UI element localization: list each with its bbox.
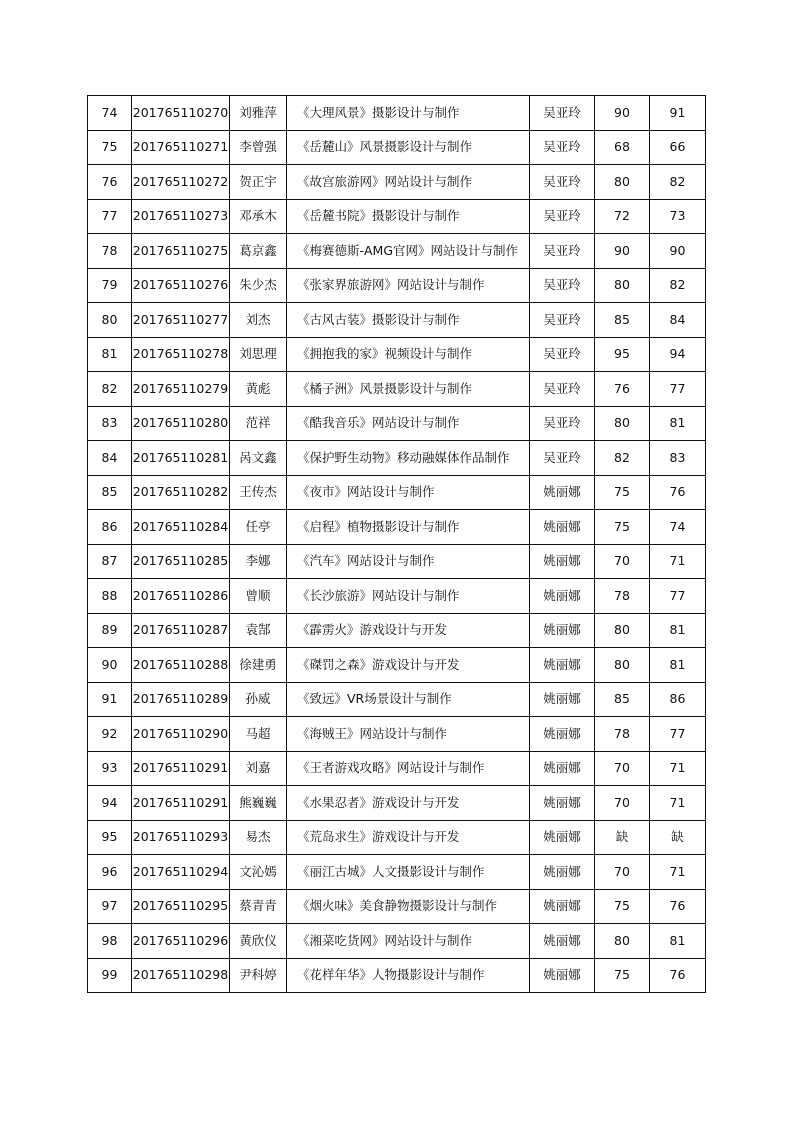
- student-id: 201765110284: [132, 510, 230, 545]
- student-id: 201765110277: [132, 303, 230, 338]
- score-2: 83: [650, 441, 706, 476]
- row-number: 92: [88, 717, 132, 752]
- row-number: 75: [88, 130, 132, 165]
- project-title: 《古风古装》摄影设计与制作: [287, 303, 530, 338]
- student-id: 201765110271: [132, 130, 230, 165]
- score-1: 75: [595, 889, 650, 924]
- student-id: 201765110288: [132, 648, 230, 683]
- student-name: 李曾强: [230, 130, 287, 165]
- score-1: 78: [595, 717, 650, 752]
- score-2: 82: [650, 268, 706, 303]
- advisor-name: 吴亚玲: [530, 303, 595, 338]
- score-2: 82: [650, 165, 706, 200]
- student-id: 201765110291: [132, 786, 230, 821]
- score-1: 80: [595, 165, 650, 200]
- score-1: 68: [595, 130, 650, 165]
- project-title: 《橘子洲》风景摄影设计与制作: [287, 372, 530, 407]
- score-1: 70: [595, 544, 650, 579]
- score-2: 74: [650, 510, 706, 545]
- project-title: 《霹雳火》游戏设计与开发: [287, 613, 530, 648]
- project-title: 《岳麓书院》摄影设计与制作: [287, 199, 530, 234]
- student-id: 201765110287: [132, 613, 230, 648]
- table-row: [88, 544, 706, 579]
- project-title: 《梅赛德斯-AMG官网》网站设计与制作: [287, 234, 530, 269]
- score-1: 85: [595, 682, 650, 717]
- student-id: 201765110275: [132, 234, 230, 269]
- student-name: 贺正宇: [230, 165, 287, 200]
- student-name: 马超: [230, 717, 287, 752]
- score-1: 72: [595, 199, 650, 234]
- student-name: 易杰: [230, 820, 287, 855]
- score-2: 81: [650, 613, 706, 648]
- advisor-name: 姚丽娜: [530, 648, 595, 683]
- advisor-name: 姚丽娜: [530, 544, 595, 579]
- table-body: [88, 96, 706, 993]
- table-row: [88, 406, 706, 441]
- student-name: 刘思理: [230, 337, 287, 372]
- row-number: 83: [88, 406, 132, 441]
- project-title: 《磔罚之森》游戏设计与开发: [287, 648, 530, 683]
- project-title: 《保护野生动物》移动融媒体作品制作: [287, 441, 530, 476]
- student-name: 曾顺: [230, 579, 287, 614]
- advisor-name: 姚丽娜: [530, 889, 595, 924]
- table-row: [88, 96, 706, 131]
- score-2: 81: [650, 924, 706, 959]
- table-row: [88, 648, 706, 683]
- table-row: [88, 303, 706, 338]
- student-id: 201765110289: [132, 682, 230, 717]
- row-number: 95: [88, 820, 132, 855]
- advisor-name: 姚丽娜: [530, 475, 595, 510]
- score-1: 76: [595, 372, 650, 407]
- row-number: 82: [88, 372, 132, 407]
- advisor-name: 吴亚玲: [530, 441, 595, 476]
- table-row: [88, 475, 706, 510]
- score-1: 70: [595, 751, 650, 786]
- student-id: 201765110296: [132, 924, 230, 959]
- score-2: 77: [650, 717, 706, 752]
- student-name: 王传杰: [230, 475, 287, 510]
- advisor-name: 姚丽娜: [530, 717, 595, 752]
- row-number: 85: [88, 475, 132, 510]
- table-row: [88, 337, 706, 372]
- project-title: 《长沙旅游》网站设计与制作: [287, 579, 530, 614]
- project-title: 《丽江古城》人文摄影设计与制作: [287, 855, 530, 890]
- table-row: [88, 786, 706, 821]
- score-1: 70: [595, 855, 650, 890]
- table-row: [88, 510, 706, 545]
- row-number: 96: [88, 855, 132, 890]
- score-1: 90: [595, 96, 650, 131]
- row-number: 88: [88, 579, 132, 614]
- project-title: 《花样年华》人物摄影设计与制作: [287, 958, 530, 993]
- student-name: 袁郜: [230, 613, 287, 648]
- student-id: 201765110281: [132, 441, 230, 476]
- score-2: 71: [650, 786, 706, 821]
- student-name: 朱少杰: [230, 268, 287, 303]
- advisor-name: 吴亚玲: [530, 130, 595, 165]
- row-number: 93: [88, 751, 132, 786]
- advisor-name: 姚丽娜: [530, 786, 595, 821]
- score-1: 80: [595, 406, 650, 441]
- student-id: 201765110272: [132, 165, 230, 200]
- table-row: [88, 130, 706, 165]
- student-id: 201765110270: [132, 96, 230, 131]
- score-2: 76: [650, 889, 706, 924]
- score-2: 缺: [650, 820, 706, 855]
- student-id: 201765110280: [132, 406, 230, 441]
- score-2: 71: [650, 544, 706, 579]
- table-row: [88, 579, 706, 614]
- row-number: 80: [88, 303, 132, 338]
- score-2: 77: [650, 579, 706, 614]
- score-2: 81: [650, 406, 706, 441]
- student-id: 201765110291: [132, 751, 230, 786]
- table-row: [88, 199, 706, 234]
- table-row: [88, 372, 706, 407]
- advisor-name: 姚丽娜: [530, 958, 595, 993]
- project-title: 《湘菜吃货网》网站设计与制作: [287, 924, 530, 959]
- student-id: 201765110282: [132, 475, 230, 510]
- score-1: 80: [595, 924, 650, 959]
- advisor-name: 吴亚玲: [530, 268, 595, 303]
- row-number: 81: [88, 337, 132, 372]
- table-row: [88, 751, 706, 786]
- table-row: [88, 682, 706, 717]
- row-number: 74: [88, 96, 132, 131]
- project-title: 《荒岛求生》游戏设计与开发: [287, 820, 530, 855]
- project-title: 《水果忍者》游戏设计与开发: [287, 786, 530, 821]
- score-2: 91: [650, 96, 706, 131]
- score-table: [87, 95, 706, 993]
- score-1: 95: [595, 337, 650, 372]
- advisor-name: 姚丽娜: [530, 579, 595, 614]
- student-name: 黄欣仪: [230, 924, 287, 959]
- student-id: 201765110285: [132, 544, 230, 579]
- row-number: 84: [88, 441, 132, 476]
- score-1: 70: [595, 786, 650, 821]
- score-1: 75: [595, 510, 650, 545]
- student-name: 蔡青青: [230, 889, 287, 924]
- score-2: 76: [650, 475, 706, 510]
- student-name: 邓承木: [230, 199, 287, 234]
- student-name: 任亭: [230, 510, 287, 545]
- table-row: [88, 889, 706, 924]
- table-row: [88, 958, 706, 993]
- project-title: 《致远》VR场景设计与制作: [287, 682, 530, 717]
- student-id: 201765110279: [132, 372, 230, 407]
- project-title: 《海贼王》网站设计与制作: [287, 717, 530, 752]
- project-title: 《故宫旅游网》网站设计与制作: [287, 165, 530, 200]
- advisor-name: 吴亚玲: [530, 165, 595, 200]
- advisor-name: 姚丽娜: [530, 855, 595, 890]
- advisor-name: 姚丽娜: [530, 510, 595, 545]
- student-name: 呙文鑫: [230, 441, 287, 476]
- row-number: 87: [88, 544, 132, 579]
- score-1: 85: [595, 303, 650, 338]
- score-2: 90: [650, 234, 706, 269]
- table-row: [88, 924, 706, 959]
- project-title: 《张家界旅游网》网站设计与制作: [287, 268, 530, 303]
- advisor-name: 吴亚玲: [530, 406, 595, 441]
- advisor-name: 姚丽娜: [530, 613, 595, 648]
- advisor-name: 姚丽娜: [530, 820, 595, 855]
- student-name: 文沁嫣: [230, 855, 287, 890]
- table-row: [88, 165, 706, 200]
- student-name: 熊巍巍: [230, 786, 287, 821]
- row-number: 79: [88, 268, 132, 303]
- project-title: 《酷我音乐》网站设计与制作: [287, 406, 530, 441]
- score-1: 78: [595, 579, 650, 614]
- row-number: 78: [88, 234, 132, 269]
- row-number: 90: [88, 648, 132, 683]
- score-2: 66: [650, 130, 706, 165]
- table-row: [88, 441, 706, 476]
- student-id: 201765110278: [132, 337, 230, 372]
- project-title: 《汽车》网站设计与制作: [287, 544, 530, 579]
- student-id: 201765110294: [132, 855, 230, 890]
- advisor-name: 吴亚玲: [530, 96, 595, 131]
- score-2: 77: [650, 372, 706, 407]
- project-title: 《烟火味》美食静物摄影设计与制作: [287, 889, 530, 924]
- table-row: [88, 717, 706, 752]
- row-number: 98: [88, 924, 132, 959]
- score-1: 90: [595, 234, 650, 269]
- student-id: 201765110293: [132, 820, 230, 855]
- student-name: 尹科婷: [230, 958, 287, 993]
- student-id: 201765110298: [132, 958, 230, 993]
- advisor-name: 吴亚玲: [530, 337, 595, 372]
- student-name: 徐建勇: [230, 648, 287, 683]
- project-title: 《王者游戏攻略》网站设计与制作: [287, 751, 530, 786]
- score-1: 75: [595, 475, 650, 510]
- score-2: 71: [650, 751, 706, 786]
- score-2: 71: [650, 855, 706, 890]
- row-number: 97: [88, 889, 132, 924]
- score-2: 73: [650, 199, 706, 234]
- row-number: 91: [88, 682, 132, 717]
- table-row: [88, 820, 706, 855]
- score-1: 75: [595, 958, 650, 993]
- student-name: 范祥: [230, 406, 287, 441]
- row-number: 89: [88, 613, 132, 648]
- row-number: 94: [88, 786, 132, 821]
- student-name: 李娜: [230, 544, 287, 579]
- row-number: 77: [88, 199, 132, 234]
- student-id: 201765110276: [132, 268, 230, 303]
- score-1: 缺: [595, 820, 650, 855]
- student-id: 201765110290: [132, 717, 230, 752]
- project-title: 《夜市》网站设计与制作: [287, 475, 530, 510]
- student-name: 刘杰: [230, 303, 287, 338]
- student-name: 刘嘉: [230, 751, 287, 786]
- score-2: 94: [650, 337, 706, 372]
- score-1: 80: [595, 268, 650, 303]
- advisor-name: 姚丽娜: [530, 682, 595, 717]
- advisor-name: 吴亚玲: [530, 234, 595, 269]
- score-2: 81: [650, 648, 706, 683]
- student-name: 孙威: [230, 682, 287, 717]
- score-1: 82: [595, 441, 650, 476]
- project-title: 《启程》植物摄影设计与制作: [287, 510, 530, 545]
- score-2: 76: [650, 958, 706, 993]
- student-name: 黄彪: [230, 372, 287, 407]
- table-row: [88, 855, 706, 890]
- student-id: 201765110273: [132, 199, 230, 234]
- table-row: [88, 234, 706, 269]
- project-title: 《拥抱我的家》视频设计与制作: [287, 337, 530, 372]
- row-number: 76: [88, 165, 132, 200]
- student-id: 201765110286: [132, 579, 230, 614]
- project-title: 《岳麓山》风景摄影设计与制作: [287, 130, 530, 165]
- table-row: [88, 268, 706, 303]
- row-number: 99: [88, 958, 132, 993]
- student-id: 201765110295: [132, 889, 230, 924]
- student-name: 刘雅萍: [230, 96, 287, 131]
- student-name: 葛京鑫: [230, 234, 287, 269]
- table-row: [88, 613, 706, 648]
- score-2: 84: [650, 303, 706, 338]
- row-number: 86: [88, 510, 132, 545]
- advisor-name: 吴亚玲: [530, 372, 595, 407]
- score-1: 80: [595, 648, 650, 683]
- advisor-name: 吴亚玲: [530, 199, 595, 234]
- advisor-name: 姚丽娜: [530, 751, 595, 786]
- advisor-name: 姚丽娜: [530, 924, 595, 959]
- score-2: 86: [650, 682, 706, 717]
- score-1: 80: [595, 613, 650, 648]
- project-title: 《大理风景》摄影设计与制作: [287, 96, 530, 131]
